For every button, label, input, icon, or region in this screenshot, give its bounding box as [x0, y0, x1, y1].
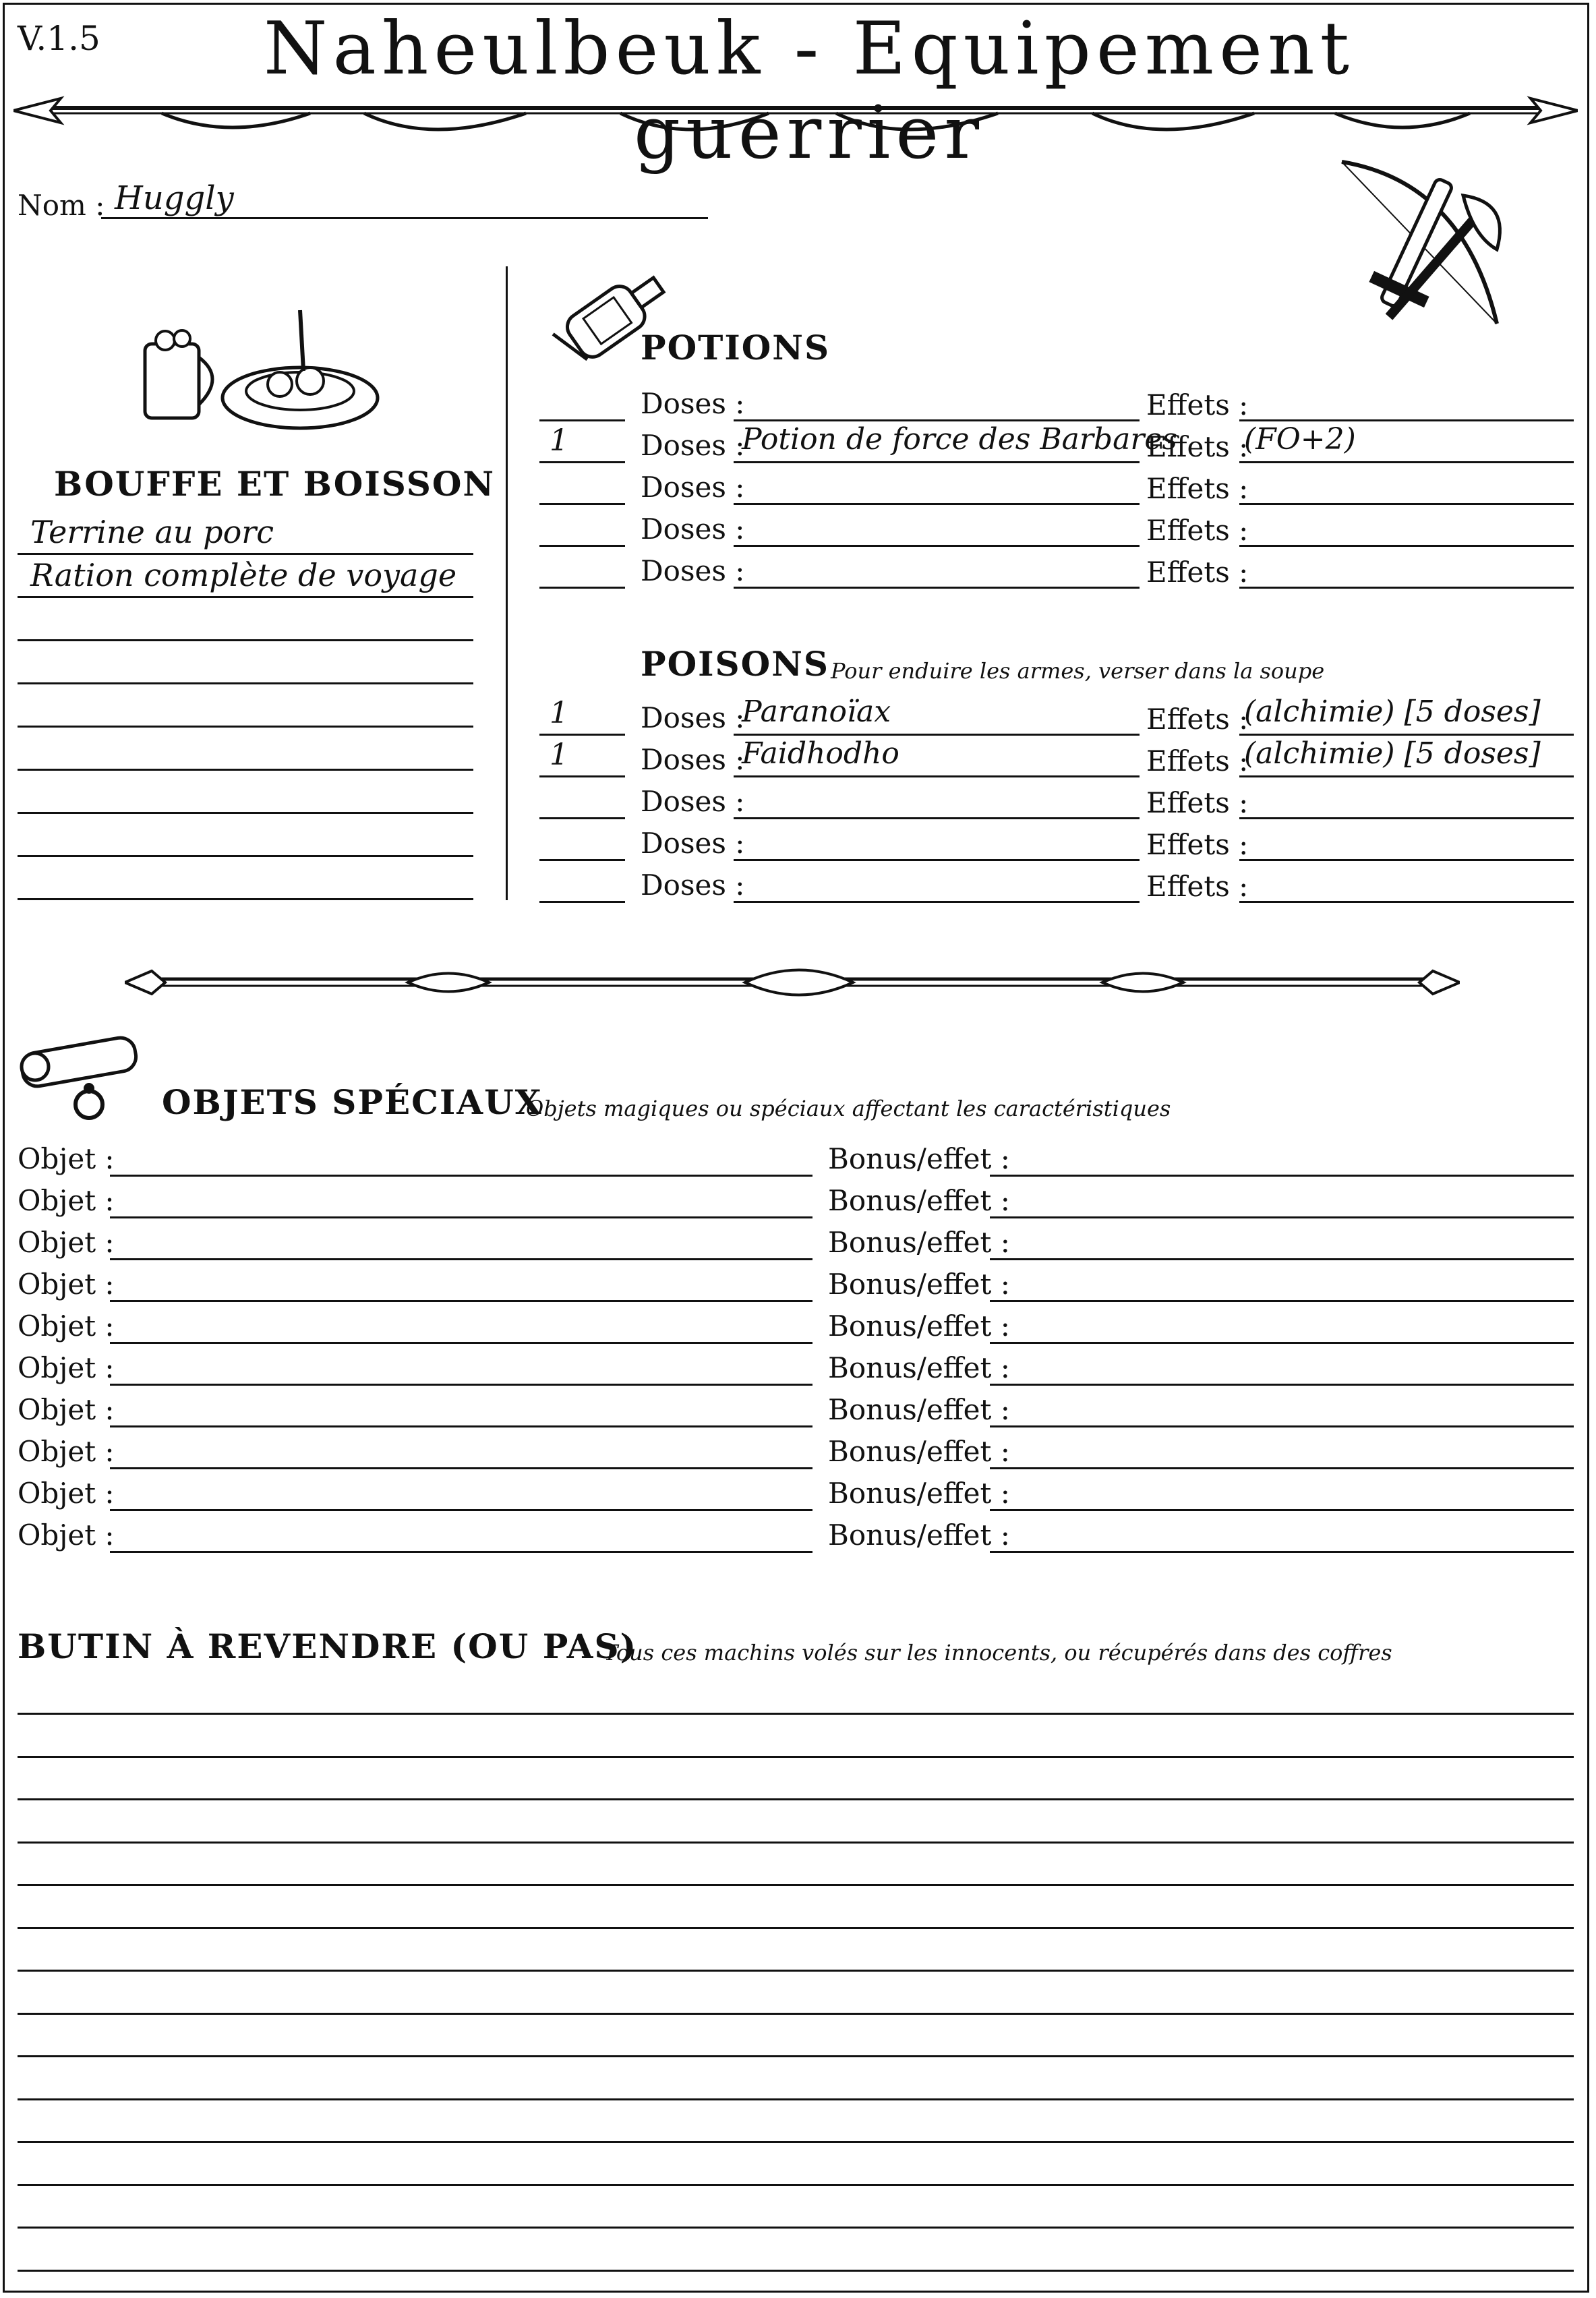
dose-qty[interactable]: 1 [550, 738, 568, 772]
bonus-label: Bonus/effet : [828, 1226, 1010, 1259]
dose-qty[interactable]: 1 [550, 423, 568, 458]
object-line [110, 1384, 812, 1386]
dose-qty-line [539, 587, 625, 589]
bonus-label: Bonus/effet : [828, 1393, 1010, 1426]
dose-effect-line [1239, 503, 1574, 505]
dose-name-line [734, 419, 1140, 421]
bonus-label: Bonus/effet : [828, 1142, 1010, 1175]
loot-line [18, 1798, 1574, 1800]
object-label: Objet : [18, 1519, 115, 1552]
dose-effect-line [1239, 461, 1574, 463]
object-label: Objet : [18, 1351, 115, 1384]
bonus-label: Bonus/effet : [828, 1519, 1010, 1552]
scroll-ring-icon [15, 1025, 156, 1126]
dose-effect-line [1239, 901, 1574, 903]
dose-name-line [734, 461, 1140, 463]
object-line [110, 1467, 812, 1469]
dose-name-line [734, 545, 1140, 547]
dose-effect[interactable]: (alchimie) [5 doses] [1244, 695, 1541, 729]
doses-label: Doses : [641, 429, 745, 462]
dose-qty-line [539, 901, 625, 903]
bonus-label: Bonus/effet : [828, 1477, 1010, 1510]
poisons-title: POISONS [641, 644, 830, 684]
dose-qty-line [539, 503, 625, 505]
name-underline [101, 217, 708, 219]
doses-label: Doses : [641, 785, 745, 818]
loot-line [18, 1842, 1574, 1844]
bonus-line [990, 1216, 1574, 1218]
object-label: Objet : [18, 1142, 115, 1175]
bonus-line [990, 1467, 1574, 1469]
food-line [18, 855, 473, 857]
dose-effect-line [1239, 817, 1574, 819]
effects-label: Effets : [1146, 472, 1249, 505]
effects-label: Effets : [1146, 786, 1249, 819]
loot-line [18, 2270, 1574, 2272]
dose-qty-line [539, 817, 625, 819]
bonus-label: Bonus/effet : [828, 1268, 1010, 1301]
bonus-label: Bonus/effet : [828, 1309, 1010, 1343]
name-label: Nom : [18, 189, 105, 222]
dose-qty-line [539, 734, 625, 736]
effects-label: Effets : [1146, 870, 1249, 903]
dose-effect-line [1239, 734, 1574, 736]
food-title: BOUFFE ET BOISSON [54, 464, 496, 504]
potions-title: POTIONS [641, 328, 831, 367]
object-line [110, 1300, 812, 1302]
dose-effect-line [1239, 859, 1574, 861]
dose-qty-line [539, 419, 625, 421]
loot-line [18, 1970, 1574, 1972]
doses-label: Doses : [641, 827, 745, 860]
loot-subtitle: Tous ces machins volés sur les innocents, ou récupérés dans des coffres [603, 1640, 1392, 1666]
object-label: Objet : [18, 1477, 115, 1510]
doses-label: Doses : [641, 471, 745, 504]
food-line [18, 812, 473, 814]
loot-line [18, 2227, 1574, 2229]
dose-name[interactable]: Faidhodho [742, 736, 899, 771]
dose-effect-line [1239, 587, 1574, 589]
bonus-line [990, 1175, 1574, 1177]
special-objects-subtitle: Objets magiques ou spéciaux affectant les caractéristiques [526, 1096, 1171, 1121]
object-label: Objet : [18, 1435, 115, 1468]
doses-label: Doses : [641, 554, 745, 587]
object-line [110, 1425, 812, 1427]
food-line [18, 682, 473, 684]
doses-label: Doses : [641, 743, 745, 776]
bonus-line [990, 1300, 1574, 1302]
object-label: Objet : [18, 1309, 115, 1343]
bonus-line [990, 1425, 1574, 1427]
food-line [18, 898, 473, 900]
bonus-label: Bonus/effet : [828, 1435, 1010, 1468]
version-label: V.1.5 [18, 19, 100, 58]
special-objects-title: OBJETS SPÉCIAUX [162, 1082, 543, 1122]
object-label: Objet : [18, 1268, 115, 1301]
food-plate-icon [138, 303, 381, 438]
loot-line [18, 1756, 1574, 1758]
object-line [110, 1342, 812, 1344]
doses-label: Doses : [641, 701, 745, 734]
dose-qty[interactable]: 1 [550, 696, 568, 730]
effects-label: Effets : [1146, 828, 1249, 861]
food-line [18, 769, 473, 771]
bonus-label: Bonus/effet : [828, 1351, 1010, 1384]
object-label: Objet : [18, 1393, 115, 1426]
bonus-label: Bonus/effet : [828, 1184, 1010, 1217]
name-value[interactable]: Huggly [115, 179, 234, 217]
food-line [18, 726, 473, 728]
loot-title: BUTIN À REVENDRE (OU PAS) [18, 1626, 638, 1666]
doses-label: Doses : [641, 512, 745, 546]
loot-line [18, 2141, 1574, 2143]
crossed-weapons-icon [1328, 155, 1524, 337]
food-line [18, 639, 473, 641]
dose-name-line [734, 587, 1140, 589]
doses-label: Doses : [641, 868, 745, 902]
dose-name[interactable]: Paranoïax [742, 695, 891, 729]
loot-line [18, 1927, 1574, 1929]
bonus-line [990, 1551, 1574, 1553]
doses-label: Doses : [641, 387, 745, 420]
dose-effect[interactable]: (alchimie) [5 doses] [1244, 736, 1541, 771]
dose-qty-line [539, 775, 625, 777]
effects-label: Effets : [1146, 703, 1249, 736]
dose-qty-line [539, 859, 625, 861]
dose-name-line [734, 901, 1140, 903]
object-line [110, 1216, 812, 1218]
object-line [110, 1551, 812, 1553]
dose-name-line [734, 734, 1140, 736]
column-divider [506, 266, 508, 900]
dose-qty-line [539, 461, 625, 463]
food-line [18, 553, 473, 555]
dose-effect[interactable]: (FO+2) [1244, 422, 1356, 456]
dose-name-line [734, 503, 1140, 505]
bonus-line [990, 1384, 1574, 1386]
loot-line [18, 2184, 1574, 2186]
loot-line [18, 2098, 1574, 2100]
bonus-line [990, 1509, 1574, 1511]
object-label: Objet : [18, 1184, 115, 1217]
dose-name-line [734, 859, 1140, 861]
staff-divider-icon [125, 958, 1460, 1005]
loot-line [18, 1713, 1574, 1715]
object-label: Objet : [18, 1226, 115, 1259]
effects-label: Effets : [1146, 514, 1249, 547]
dose-name-line [734, 775, 1140, 777]
poisons-subtitle: Pour enduire les armes, verser dans la soupe [831, 658, 1325, 684]
object-line [110, 1509, 812, 1511]
loot-line [18, 2013, 1574, 2015]
bonus-line [990, 1258, 1574, 1260]
loot-line [18, 2055, 1574, 2057]
effects-label: Effets : [1146, 556, 1249, 589]
effects-label: Effets : [1146, 744, 1249, 777]
dose-effect-line [1239, 545, 1574, 547]
dose-qty-line [539, 545, 625, 547]
object-line [110, 1175, 812, 1177]
dose-name[interactable]: Potion de force des Barbares [742, 422, 1177, 456]
page-title: Naheulbeuk - Equipement guerrier [263, 7, 1355, 175]
dose-name-line [734, 817, 1140, 819]
object-line [110, 1258, 812, 1260]
food-item[interactable]: Ration complète de voyage [30, 557, 457, 593]
loot-line [18, 1884, 1574, 1886]
food-item[interactable]: Terrine au porc [30, 514, 274, 550]
dose-effect-line [1239, 419, 1574, 421]
effects-label: Effets : [1146, 388, 1249, 421]
bonus-line [990, 1342, 1574, 1344]
spear-divider-icon [13, 81, 1578, 148]
food-line [18, 596, 473, 598]
dose-effect-line [1239, 775, 1574, 777]
effects-label: Effets : [1146, 430, 1249, 463]
